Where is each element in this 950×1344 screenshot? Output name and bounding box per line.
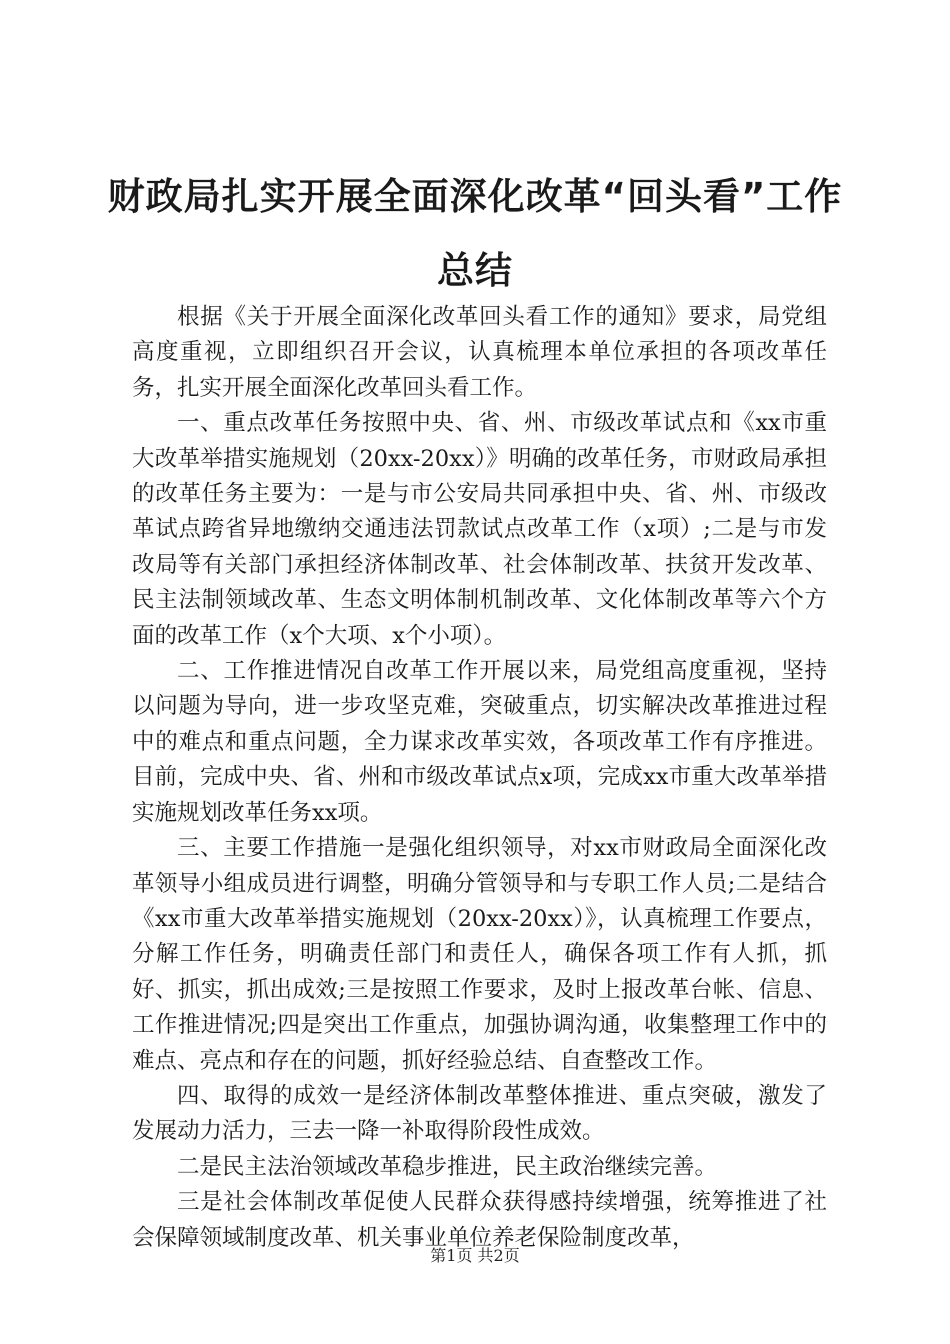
paragraph-section-3: 三、主要工作措施一是强化组织领导，对xx市财政局全面深化改革领导小组成员进行调整，明确分管领导和与专职工作人员;二是结合《xx市重大改革举措实施规划（20xx-20xx）》，认真梳理工作要点，分解工作任务，明确责任部门和责任人，确保各项工作有人抓，抓好、抓实，抓出成效;三是按照工作要求，及时上报改革台帐、信息、工作推进情况;四是突出工作重点，加强协调沟通，收集整理工作中的难点、亮点和存在的问题，抓好经验总结、自查整改工作。 [132, 835, 827, 1074]
paragraph-point-2: 二是民主法治领域改革稳步推进，民主政治继续完善。 [177, 1153, 718, 1180]
paragraph-section-4: 四、取得的成效一是经济体制改革整体推进、重点突破，激发了发展动力活力，三去一降一补取得阶段性成效。 [132, 1082, 827, 1145]
document-body [132, 300, 827, 1256]
paragraph-section-1: 一、重点改革任务按照中央、省、州、市级改革试点和《xx市重大改革举措实施规划（20xx-20xx）》明确的改革任务，市财政局承担的改革任务主要为：一是与市公安局共同承担中央、省、州、市级改革试点跨省异地缴纳交通违法罚款试点改革工作（x项）;二是与市发改局等有关部门承担经济体制改革、社会体制改革、扶贫开发改革、民主法制领域改革、生态文明体制机制改革、文化体制改革等六个方面的改革工作（x个大项、x个小项）。 [132, 410, 827, 649]
document-title [100, 160, 850, 308]
paragraph-point-3: 三是社会体制改革促使人民群众获得感持续增强，统筹推进了社会保障领域制度改革、机关事业单位养老保险制度改革， [132, 1189, 827, 1251]
paragraph-section-2: 二、工作推进情况自改革工作开展以来，局党组高度重视，坚持以问题为导向，进一步攻坚克难，突破重点，切实解决改革推进过程中的难点和重点问题，全力谋求改革实效，各项改革工作有序推进。目前，完成中央、省、州和市级改革试点x项，完成xx市重大改革举措实施规划改革任务xx项。 [132, 658, 827, 826]
title-line-2: 总结 [437, 249, 513, 292]
title-line-1: 财政局扎实开展全面深化改革“回头看”工作 [107, 175, 843, 218]
paragraph-intro: 根据《关于开展全面深化改革回头看工作的通知》要求，局党组高度重视，立即组织召开会议，认真梳理本单位承担的各项改革任务，扎实开展全面深化改革回头看工作。 [132, 304, 827, 401]
page-number-footer: 第1页 共2页 [430, 1246, 520, 1265]
